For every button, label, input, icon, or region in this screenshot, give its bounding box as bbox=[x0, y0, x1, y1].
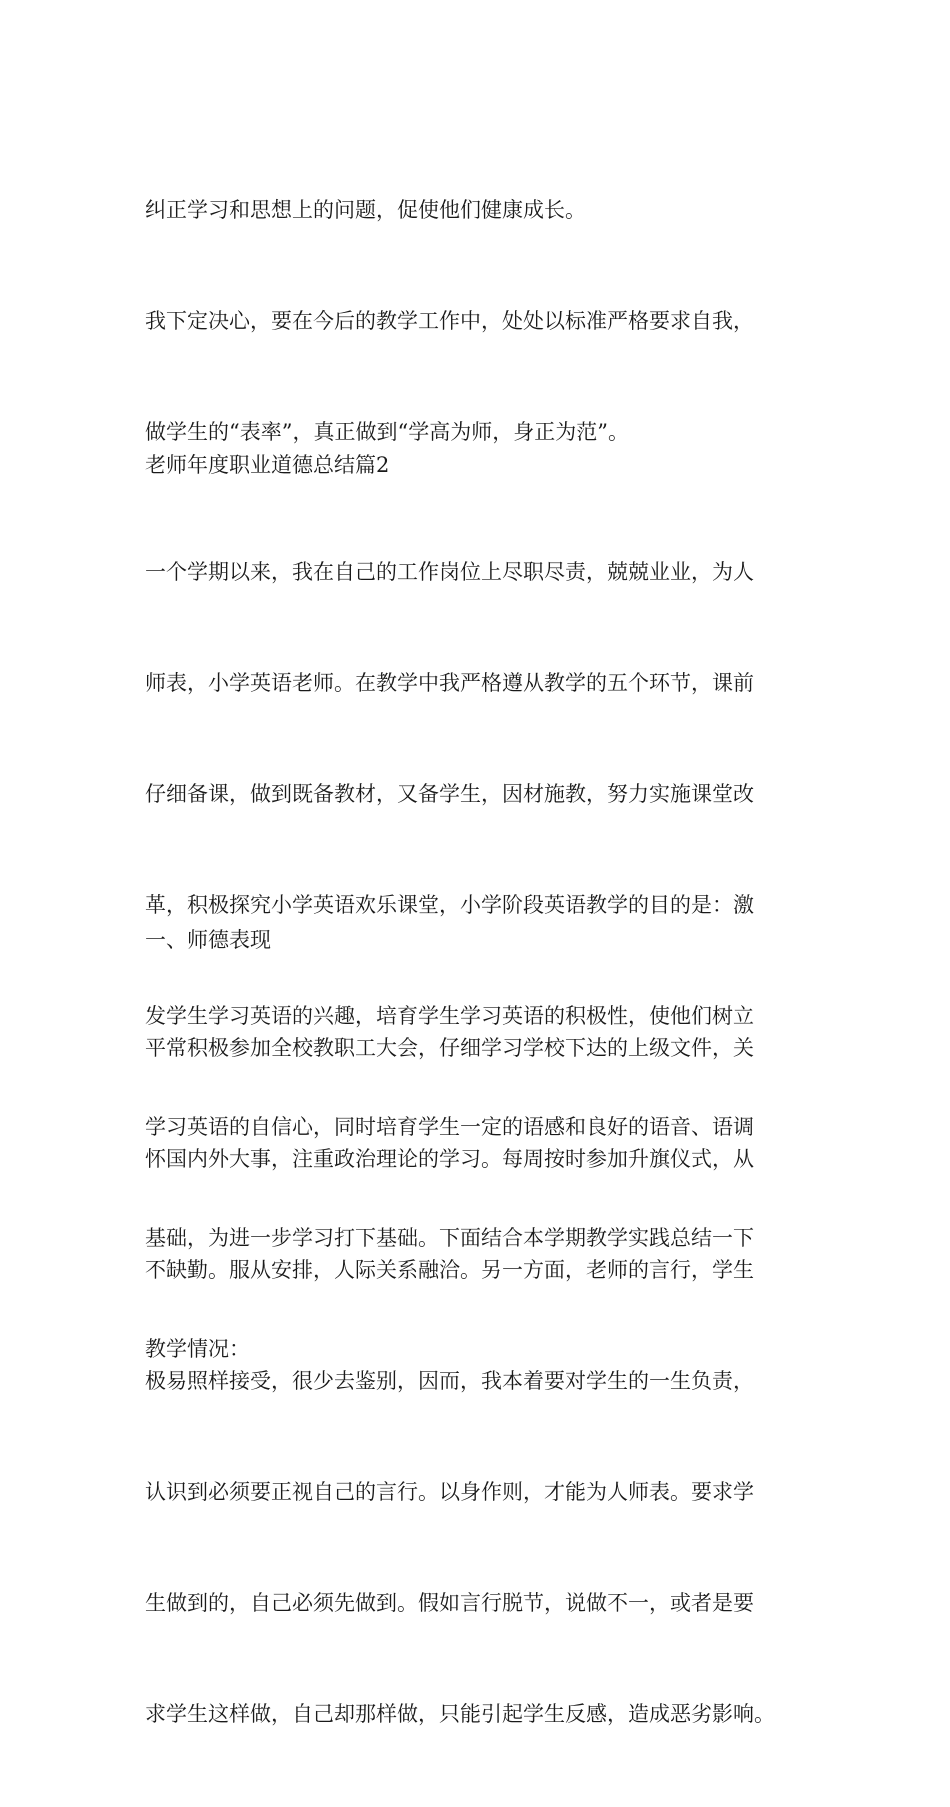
text-line: 师表，小学英语老师。在教学中我严格遵从教学的五个环节，课前 bbox=[145, 671, 754, 695]
text-line: 纠正学习和思想上的问题，促使他们健康成长。 bbox=[145, 198, 586, 222]
text-line: 教学情况： bbox=[145, 1337, 250, 1361]
text-line: 基础，为进一步学习打下基础。下面结合本学期教学实践总结一下 bbox=[145, 1226, 754, 1250]
heading-text: 老师年度职业道德总结篇2 bbox=[145, 453, 390, 477]
text-line: 做学生的“表率”，真正做到“学高为师，身正为范”。 bbox=[145, 420, 629, 444]
text-line: 革，积极探究小学英语欢乐课堂，小学阶段英语教学的目的是：激 bbox=[145, 893, 754, 917]
text-line: 生做到的，自己必须先做到。假如言行脱节，说做不一，或者是要 bbox=[145, 1591, 754, 1615]
text-line: 平常积极参加全校教职工大会，仔细学习学校下达的上级文件，关 bbox=[145, 1036, 754, 1060]
text-line: 仔细备课，做到既备教材，又备学生，因材施教，努力实施课堂改 bbox=[145, 782, 754, 806]
heading-text: 一、师德表现 bbox=[145, 928, 271, 952]
text-line: 一个学期以来，我在自己的工作岗位上尽职尽责，兢兢业业，为人 bbox=[145, 560, 754, 584]
paragraph-ethics bbox=[145, 956, 835, 1807]
text-line: 认识到必须要正视自己的言行。以身作则，才能为人师表。要求学 bbox=[145, 1480, 754, 1504]
text-line: 求学生这样做，自己却那样做，只能引起学生反感，造成恶劣影响。 bbox=[145, 1702, 775, 1726]
text-line: 发学生学习英语的兴趣，培育学生学习英语的积极性，使他们树立 bbox=[145, 1004, 754, 1028]
text-line: 怀国内外大事，注重政治理论的学习。每周按时参加升旗仪式，从 bbox=[145, 1147, 754, 1171]
text-line: 不缺勤。服从安排，人际关系融洽。另一方面，老师的言行，学生 bbox=[145, 1258, 754, 1282]
text-line: 极易照样接受，很少去鉴别，因而，我本着要对学生的一生负责， bbox=[145, 1369, 754, 1393]
text-line: 学习英语的自信心，同时培育学生一定的语感和良好的语音、语调 bbox=[145, 1115, 754, 1139]
text-line: 我下定决心，要在今后的教学工作中，处处以标准严格要求自我， bbox=[145, 309, 754, 333]
